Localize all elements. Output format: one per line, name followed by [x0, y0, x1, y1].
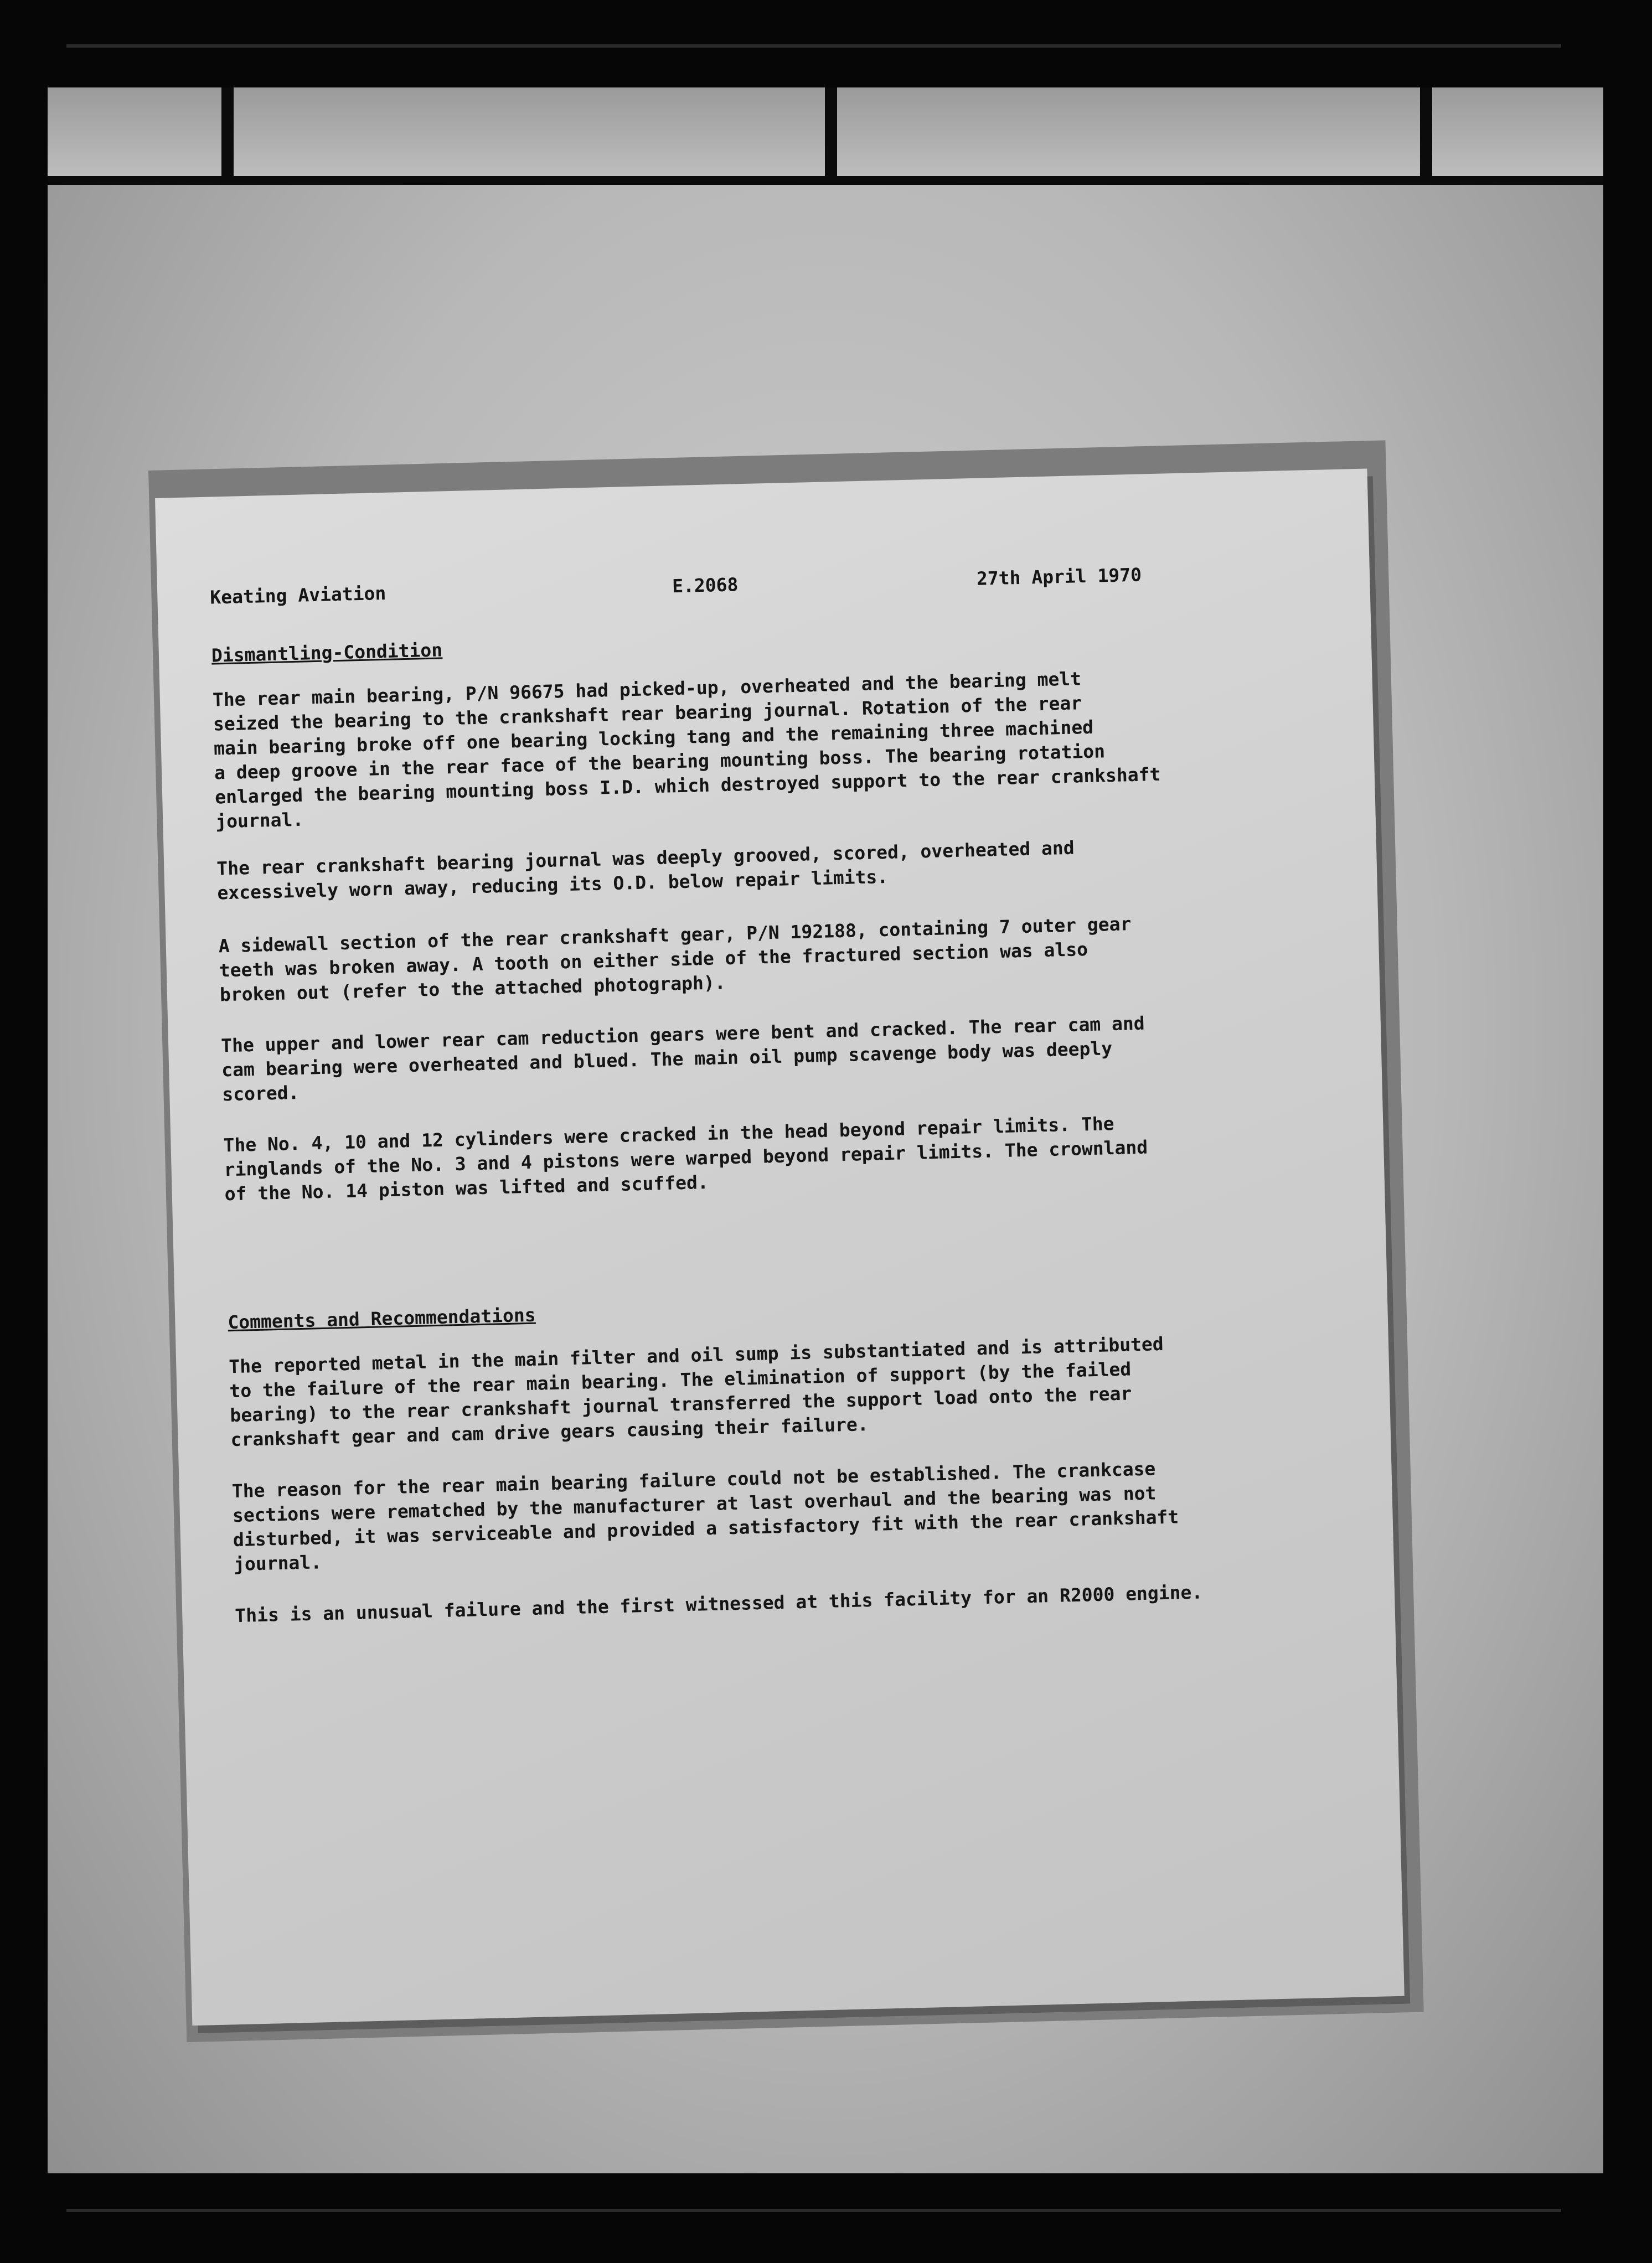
paragraph-cam-gears: The upper and lower rear cam reduction gears were bent and cracked. The rear cam and cam bearing were overheated and blued. The main oil pump scavenge body was deeply scored.	[220, 1012, 1145, 1105]
paragraph-crankshaft-journal: The rear crankshaft bearing journal was deeply grooved, scored, overheated and excessively worn away, reducing its O.D. below repair limits.	[216, 836, 1075, 904]
report-date: 27th April 1970	[976, 564, 1142, 590]
frame-divider	[1420, 87, 1432, 176]
frame-divider	[825, 87, 837, 176]
frame-divider	[221, 87, 234, 176]
section-title-dismantling: Dismantling-Condition	[211, 639, 443, 666]
film-edge-bottom	[66, 2209, 1561, 2212]
paragraph-crankshaft-gear: A sidewall section of the rear crankshaft gear, P/N 192188, containing 7 outer gear teeth was broken away. A tooth on either side of the fractured section was also broken out (refer to the attached photograph).	[218, 913, 1132, 1006]
paragraph-unusual-failure: This is an unusual failure and the first witnessed at this facility for an R2000 engine.	[234, 1581, 1203, 1627]
section-title-comments: Comments and Recommendations	[227, 1304, 536, 1334]
paragraph-reported-metal: The reported metal in the main filter and oil sump is substantiated and is attributed to the failure of the rear main bearing. The elimination of support (by the failed bearing) to the rear crankshaft journal transferred the support load onto the rear crankshaft gear and cam drive gears causing their failure.	[228, 1332, 1164, 1451]
company-name: Keating Aviation	[209, 582, 386, 608]
paragraph-failure-reason: The reason for the rear main bearing failure could not be established. The crankcase sections were rematched by the manufacturer at last overhaul and the bearing was not disturbed, it was serviceable and provided a satisfactory fit with the rear crankshaft journal.	[231, 1458, 1179, 1575]
report-page	[155, 468, 1405, 2026]
reference-number: E.2068	[672, 574, 739, 597]
paragraph-cylinders: The No. 4, 10 and 12 cylinders were cracked in the head beyond repair limits. The ringlands of the No. 3 and 4 pistons were warped beyond repair limits. The crownland of the No. 14 piston was lifted and scuffed.	[223, 1113, 1148, 1205]
paragraph-rear-main-bearing: The rear main bearing, P/N 96675 had picked-up, overheated and the bearing melt seized the bearing to the crankshaft rear bearing journal. Rotation of the rear main bearing broke off one bearing locking tang and the remaining three machined a deep groove in the rear face of the bearing mounting boss. The bearing rotation enlarged the bearing mounting boss I.D. which destroyed support to the rear crankshaft journal.	[212, 668, 1161, 833]
film-edge-top	[66, 44, 1561, 48]
